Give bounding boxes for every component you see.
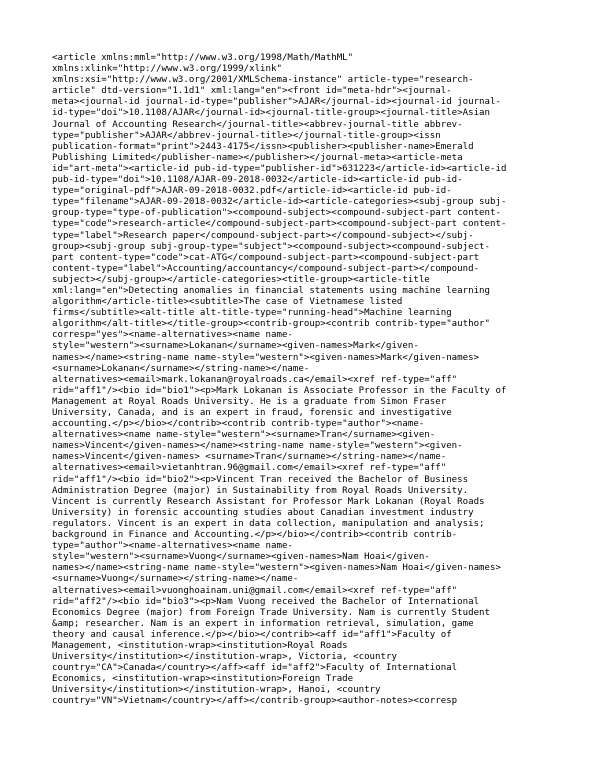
text-line: Journal of Accounting Research</journal-title><abbrev-journal-title abbrev- [52,119,463,130]
text-line: alternatives><email>vuonghoainam.uni@gmail.com</email><xref ref-type="aff" [52,585,458,596]
text-line: University, Canada, and is an expert in fraud, forensic and investigative [52,408,452,418]
text-line: group-type="type-of-publication"><compound-subject><compound-subject-part content- [52,208,501,219]
text-line: accounting.</p></bio></contrib><contrib contrib-type="author"><name- [52,419,425,430]
text-line: algorithm</article-title><subtitle>The case of Vietnamese listed [52,297,403,308]
text-line: country="VN">Vietnam</country></aff></contrib-group><author-notes><corresp [52,696,458,707]
text-line: subject></subj-group></article-categories><title-group><article-title [52,274,430,285]
text-line: Economics, <institution-wrap><institution>Foreign Trade [52,674,354,685]
text-line: type="original-pdf">AJAR-09-2018-0032.pdf</article-id><article-id pub-id- [52,186,452,197]
text-line: University) in forensic accounting studies about Canadian investment industry [52,507,474,518]
text-line: Management, <institution-wrap><institution>Royal Roads [52,640,348,651]
text-line: pub-id-type="doi">10.1108/AJAR-09-2018-0032</article-id><article-id pub-id- [52,175,463,186]
text-line: xml:lang="en">Detecting anomalies in financial statements using machine learning [52,285,490,296]
text-line: Vincent is currently Research Assistant for Professor Mark Lokanan (Royal Roads [52,496,485,507]
text-line: University</institution></institution-wrap>, Hanoi, <country [52,685,381,696]
text-line: type="author"><name-alternatives><name name- [52,541,293,552]
text-line: alternatives><email>mark.lokanan@royalroads.ca</email><xref ref-type="aff" [52,374,458,385]
text-line: Administration Degree (major) in Sustainability from Royal Roads University. [52,485,469,496]
text-line: style="western"><surname>Lokanan</surname><given-names>Mark</given- [52,341,419,352]
text-line: names></name><string-name name-style="western"><given-names>Mark</given-names> [52,352,480,363]
text-line: Economics Degree (major) from Foreign Trade University. Nam is currently Student [52,607,490,618]
text-line: <surname>Vuong</surname></string-name></name- [52,574,299,585]
text-line: algorithm</alt-title></title-group><contrib-group><contrib contrib-type="author" [52,319,490,330]
text-line: background in Finance and Accounting.</p></bio></contrib><contrib contrib- [52,530,458,541]
text-line: group><subj-group subj-group-type="subject"><compound-subject><compound-subject- [52,241,490,252]
text-line: style="western"><surname>Vuong</surname><given-names>Nam Hoai</given- [52,552,430,563]
text-line: names></name><string-name name-style="western"><given-names>Nam Hoai</given-names> [52,563,501,574]
text-line: type="label">Research paper</compound-subject-part></compound-subject></subj- [52,230,474,241]
text-line: content-type="label">Accounting/accountancy</compound-subject-part></compound- [52,263,480,274]
text-line: xmlns:xsi="http://www.w3.org/2001/XMLSchema-instance" article-type="research- [52,75,474,86]
text-line: <surname>Lokanan</surname></string-name></name- [52,363,310,374]
text-line: rid="aff1"/><bio id="bio1"><p>Mark Lokanan is Associate Professor in the Faculty of [52,385,507,396]
text-line: &amp; researcher. Nam is an expert in information retrieval, simulation, game [52,618,474,629]
text-line: rid="aff2"/><bio id="bio3"><p>Nam Vuong received the Bachelor of International [52,596,480,607]
text-line: names>Vincent</given-names> <surname>Tran</surname></string-name></name- [52,452,447,463]
text-line: alternatives><email>vietanhtran.96@gmail.com</email><xref ref-type="aff" [52,463,447,474]
text-line: publication-format="print">2443-4175</issn><publisher><publisher-name>Emerald [52,141,474,152]
text-line: regulators. Vincent is an expert in data collection, manipulation and analysis; [52,518,485,529]
text-line: meta><journal-id journal-id-type="publisher">AJAR</journal-id><journal-id journal- [52,97,501,108]
text-line: names>Vincent</given-names></name><string-name name-style="western"><given- [52,441,463,452]
text-line: rid="aff1"/><bio id="bio2"><p>Vincent Tran received the Bachelor of Business [52,474,469,485]
text-line: id="art-meta"><article-id pub-id-type="publisher-id">631223</article-id><article-id [52,163,507,174]
text-line: part content-type="code">cat-ATG</compound-subject-part><compound-subject-part [52,252,480,263]
text-line: Publishing Limited</publisher-name></publisher></journal-meta><article-meta [52,152,463,163]
text-line: id-type="doi">10.1108/AJAR</journal-id><journal-title-group><journal-title>Asian [52,108,490,119]
text-line: type="publisher">AJAR</abbrev-journal-title></journal-title-group><issn [52,130,441,141]
text-line: corresp="yes"><name-alternatives><name name- [52,330,293,341]
text-line: xmlns:xlink="http://www.w3.org/1999/xlink" [52,64,282,75]
text-line: Management at Royal Roads University. He is a graduate from Simon Fraser [52,396,447,407]
text-line: University</institution></institution-wrap>, Victoria, <country [52,652,397,663]
text-line: firms</subtitle><alt-title alt-title-type="running-head">Machine learning [52,308,452,319]
text-line: theory and causal inference.</p></bio></contrib><aff id="aff1">Faculty of [52,629,452,640]
text-line: country="CA">Canada</country></aff><aff id="aff2">Faculty of International [52,663,458,674]
xml-source-text [52,53,592,708]
text-line: <article xmlns:mml="http://www.w3.org/1998/Math/MathML" [52,53,354,63]
text-line: article" dtd-version="1.1d1" xml:lang="en"><front id="meta-hdr"><journal- [52,86,452,97]
text-line: type="code">research-article</compound-subject-part><compound-subject-part content- [52,219,507,230]
text-line: type="filename">AJAR-09-2018-0032</article-id><article-categories><subj-group subj- [52,197,507,208]
text-line: alternatives><name name-style="western"><surname>Tran</surname><given- [52,430,436,441]
